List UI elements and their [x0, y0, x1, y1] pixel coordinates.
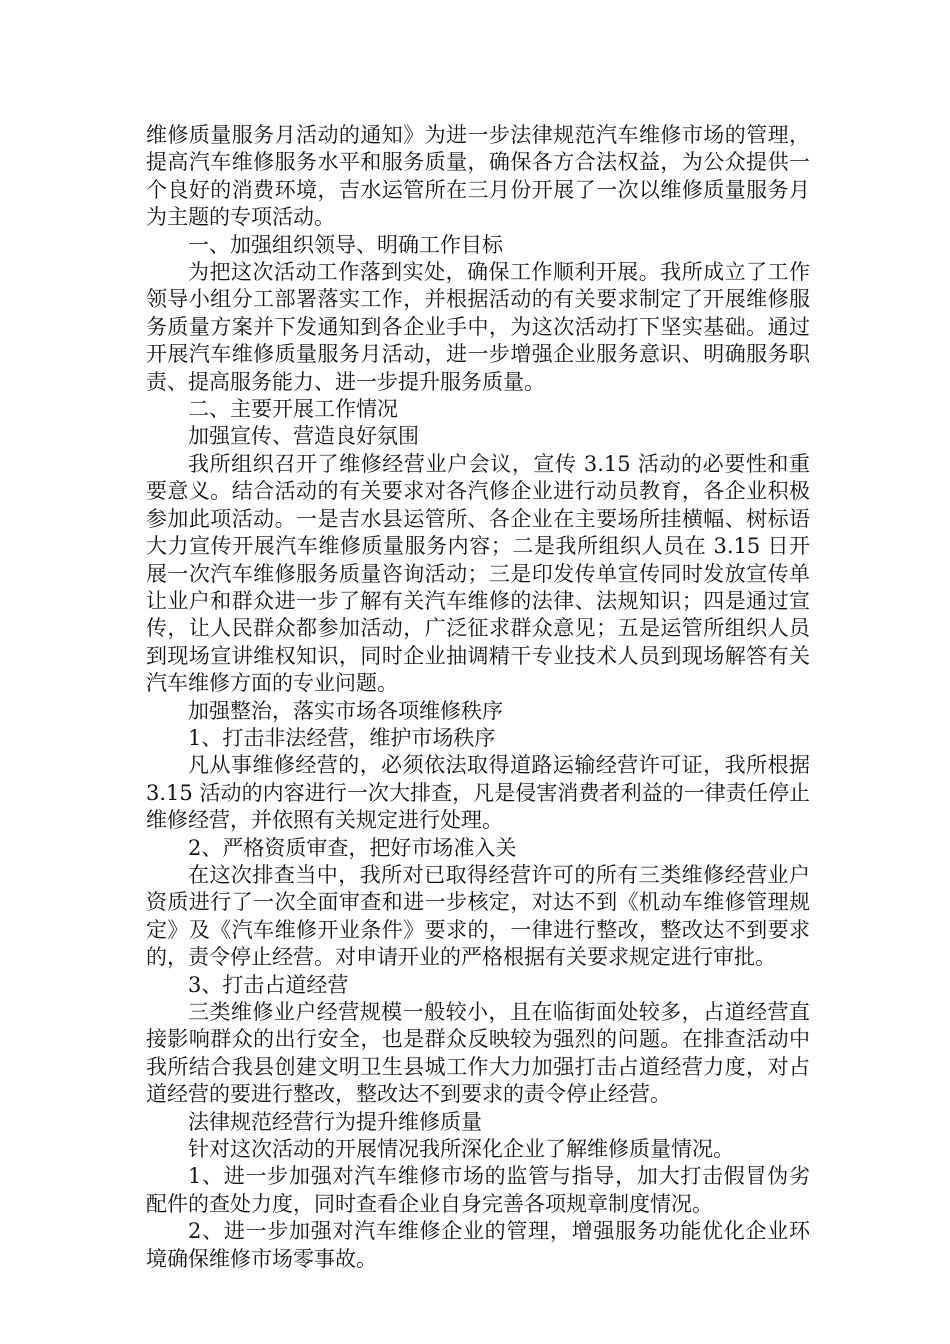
- subheading-rectification: 加强整治，落实市场各项维修秩序: [188, 698, 503, 723]
- paragraph-quality-item-1: 1、进一步加强对汽车维修市场的监管与指导，加大打击假冒伪劣配件的查处力度，同时查看企业自身完善各项规章制度情况。: [146, 1164, 810, 1216]
- paragraph-quality-intro: 针对这次活动的开展情况我所深化企业了解维修质量情况。: [188, 1137, 734, 1162]
- section-heading-1: 一、加强组织领导、明确工作目标: [188, 232, 503, 257]
- section-heading-2: 二、主要开展工作情况: [188, 397, 398, 422]
- paragraph-organization: 为把这次活动工作落到实处，确保工作顺利开展。我所成立了工作领导小组分工部署落实工作，并根据活动的有关要求制定了开展维修服务质量方案并下发通知到各企业手中，为这次活动打下坚实基础。通过开展汽车维修质量服务月活动，进一步增强企业服务意识、明确服务职责、提高服务能力、进一步提升服务质量。: [146, 260, 810, 394]
- paragraph-intro: 维修质量服务月活动的通知》为进一步法律规范汽车维修市场的管理，提高汽车维修服务水平和服务质量，确保各方合法权益，为公众提供一个良好的消费环境，吉水运管所在三月份开展了一次以维修质量服务月为主题的专项活动。: [146, 123, 810, 230]
- paragraph-road-occupation: 三类维修业户经营规模一般较小，且在临街面处较多，占道经营直接影响群众的出行安全，也是群众反映较为强烈的问题。在排查活动中我所结合我县创建文明卫生县城工作大力加强打击占道经营力度，对占道经营的要进行整改，整改达不到要求的责令停止经营。: [146, 1000, 810, 1107]
- subheading-publicity: 加强宣传、营造良好氛围: [188, 424, 419, 449]
- item-heading-road-occupation: 3、打击占道经营: [188, 972, 349, 997]
- paragraph-quality-item-2: 2、进一步加强对汽车维修企业的管理，增强服务功能优化企业环境确保维修市场零事故。: [146, 1219, 810, 1271]
- item-heading-illegal-operation: 1、打击非法经营，维护市场秩序: [188, 725, 496, 750]
- paragraph-illegal-operation: 凡从事维修经营的，必须依法取得道路运输经营许可证，我所根据 3.15 活动的内容进行一次大排查，凡是侵害消费者利益的一律责任停止维修经营，并依照有关规定进行处理。: [146, 753, 810, 833]
- paragraph-publicity: 我所组织召开了维修经营业户会议，宣传 3.15 活动的必要性和重要意义。结合活动的有关要求对各汽修企业进行动员教育，各企业积极参加此项活动。一是吉水县运管所、各企业在主要场所挂横幅、树标语大力宣传开展汽车维修质量服务内容；二是我所组织人员在 3.15 日开展一次汽车维修服务质量咨询活动；三是印发传单宣传同时发放宣传单让业户和群众进一步了解有关汽车维修的法律、法规知识；四是通过宣传，让人民群众都参加活动，广泛征求群众意见；五是运管所组织人员到现场宣讲维权知识，同时企业抽调精干专业技术人员到现场解答有关汽车维修方面的专业问题。: [146, 451, 810, 696]
- document-page: [146, 122, 810, 1273]
- item-heading-qualification: 2、严格资质审查，把好市场准入关: [188, 835, 517, 860]
- paragraph-qualification: 在这次排查当中，我所对已取得经营许可的所有三类维修经营业户资质进行了一次全面审查和进一步核定，对达不到《机动车维修管理规定》及《汽车维修开业条件》要求的，一律进行整改，整改达不到要求的，责令停止经营。对申请开业的严格根据有关要求规定进行审批。: [146, 862, 810, 970]
- subheading-quality: 法律规范经营行为提升维修质量: [188, 1109, 482, 1134]
